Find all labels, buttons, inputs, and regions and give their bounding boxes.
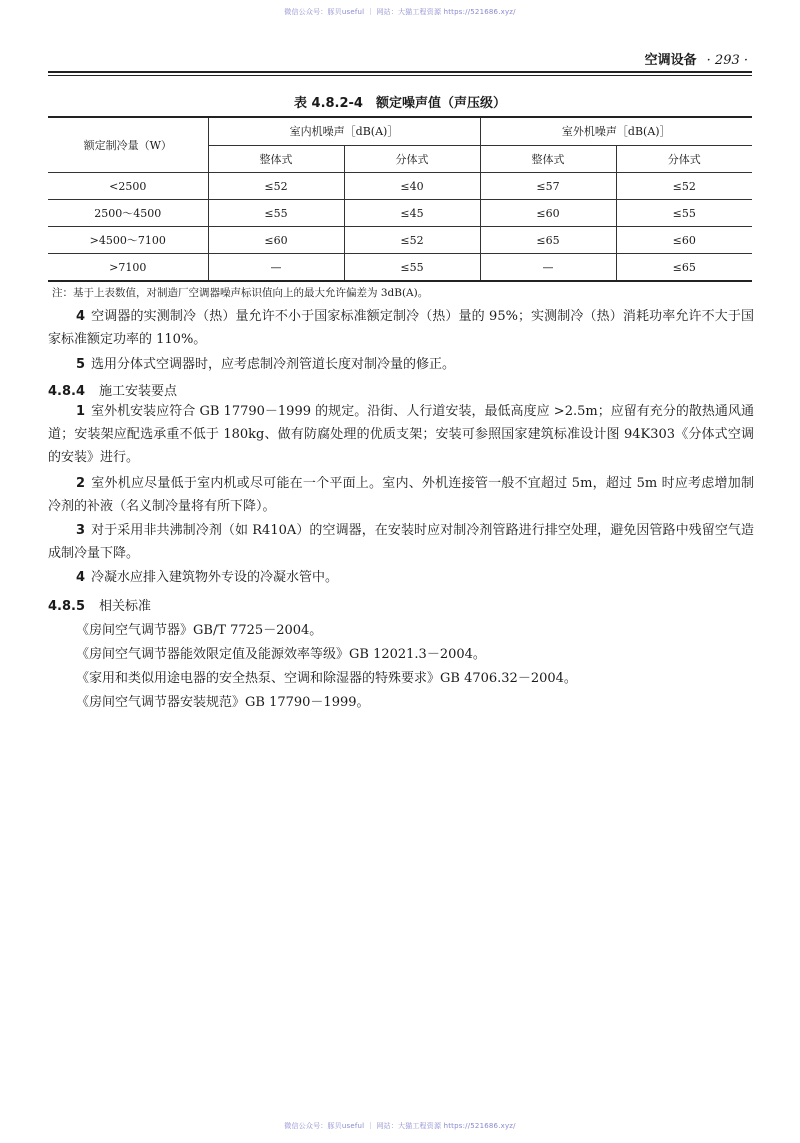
- table-cell: ≤57: [480, 173, 616, 200]
- header-rule-thin: [48, 75, 752, 76]
- table-cell: ≤60: [208, 227, 344, 254]
- standard-ref: 《房间空气调节器能效限定值及能源效率等级》GB 12021.3－2004。: [76, 647, 486, 662]
- table-cell: ≤60: [616, 227, 752, 254]
- item-number: 3: [76, 523, 86, 538]
- table-cell: ≤60: [480, 200, 616, 227]
- table-cell: >7100: [48, 254, 208, 282]
- subheader-outdoor-split: 分体式: [616, 145, 752, 173]
- install-item-1: [48, 400, 754, 469]
- item-text: 空调器的实测制冷（热）量允许不小于国家标准额定制冷（热）量的 95%；实测制冷（热）消耗功率允许不大于国家标准额定功率的 110%。: [48, 309, 754, 347]
- table-cell: ≤55: [616, 200, 752, 227]
- section-heading-485: [48, 595, 151, 614]
- item-number: 4: [76, 570, 86, 585]
- table-cell: ≤52: [208, 173, 344, 200]
- table-cell: ≤55: [344, 254, 480, 282]
- table-cell: ≤52: [616, 173, 752, 200]
- table-cell: ≤55: [208, 200, 344, 227]
- subheader-indoor-split: 分体式: [344, 145, 480, 173]
- standard-ref: 《家用和类似用途电器的安全热泵、空调和除湿器的特殊要求》GB 4706.32－2004。: [76, 671, 577, 686]
- table-cell: 2500～4500: [48, 200, 208, 227]
- page-number: · 293 ·: [706, 53, 748, 68]
- table-title: 表 4.8.2-4 额定噪声值（声压级）: [294, 96, 506, 111]
- subheader-outdoor-integral: 整体式: [480, 145, 616, 173]
- table-row: [48, 173, 752, 200]
- subheader-indoor-integral: 整体式: [208, 145, 344, 173]
- section-number: 4.8.4: [48, 384, 86, 399]
- table-row: [48, 227, 752, 254]
- table-cell: —: [480, 254, 616, 282]
- table-cell: ≤65: [480, 227, 616, 254]
- section-title: 空调设备: [644, 53, 697, 68]
- section-number: 4.8.5: [48, 599, 86, 614]
- running-head: [645, 49, 748, 68]
- item-number: 5: [76, 357, 86, 372]
- install-item-4: [48, 566, 754, 589]
- header-rule-thick: [48, 71, 752, 73]
- install-item-3: [48, 519, 754, 565]
- table-cell: ≤52: [344, 227, 480, 254]
- item-text: 室外机应尽量低于室内机或尽可能在一个平面上。室内、外机连接管一般不宜超过 5m，超过 5m 时应考虑增加制冷剂的补液（名义制冷量将有所下降）。: [48, 476, 754, 514]
- table-cell: >4500～7100: [48, 227, 208, 254]
- header-rated-capacity: 额定制冷量（W）: [48, 117, 208, 173]
- table-header-row: [48, 117, 752, 145]
- item-text: 对于采用非共沸制冷剂（如 R410A）的空调器，在安装时应对制冷剂管路进行排空处理，避免因管路中残留空气造成制冷量下降。: [48, 523, 754, 561]
- item-text: 选用分体式空调器时，应考虑制冷剂管道长度对制冷量的修正。: [91, 357, 456, 372]
- watermark-bottom: 微信公众号：豚贝useful ｜ 网站：大猫工程资源 https://521686.xyz/: [284, 1122, 516, 1130]
- install-item-2: [48, 472, 754, 518]
- table-cell: ≤40: [344, 173, 480, 200]
- table-cell: <2500: [48, 173, 208, 200]
- item-text: 室外机安装应符合 GB 17790－1999 的规定。沿街、人行道安装，最低高度应 >2.5m；应留有充分的散热通风通道；安装架应配选承重不低于 180kg、做有防腐处理的优质支架；安装可参照国家建筑标准设计图 94K303《分体式空调的安装》进行。: [48, 404, 754, 465]
- table-cell: ≤65: [616, 254, 752, 282]
- standard-ref: 《房间空气调节器》GB/T 7725－2004。: [76, 623, 323, 638]
- item-4-paragraph: [48, 305, 754, 351]
- item-text: 冷凝水应排入建筑物外专设的冷凝水管中。: [91, 570, 339, 585]
- standard-ref: 《房间空气调节器安装规范》GB 17790－1999。: [76, 695, 370, 710]
- item-number: 4: [76, 309, 86, 324]
- watermark-top: 微信公众号：豚贝useful ｜ 网站：大猫工程资源 https://521686.xyz/: [284, 8, 516, 16]
- table-row: [48, 254, 752, 282]
- header-indoor-noise: 室内机噪声［dB(A)］: [208, 117, 480, 145]
- table-note: 注：基于上表数值，对制造厂空调器噪声标识值向上的最大允许偏差为 3dB(A)。: [52, 287, 429, 299]
- section-heading-484: [48, 380, 177, 399]
- table-cell: —: [208, 254, 344, 282]
- section-title: 施工安装要点: [99, 384, 178, 399]
- item-5-paragraph: [48, 353, 754, 376]
- table-row: [48, 200, 752, 227]
- noise-table: [48, 116, 752, 282]
- header-outdoor-noise: 室外机噪声［dB(A)］: [480, 117, 752, 145]
- section-title: 相关标准: [99, 599, 152, 614]
- item-number: 2: [76, 476, 86, 491]
- item-number: 1: [76, 404, 86, 419]
- table-cell: ≤45: [344, 200, 480, 227]
